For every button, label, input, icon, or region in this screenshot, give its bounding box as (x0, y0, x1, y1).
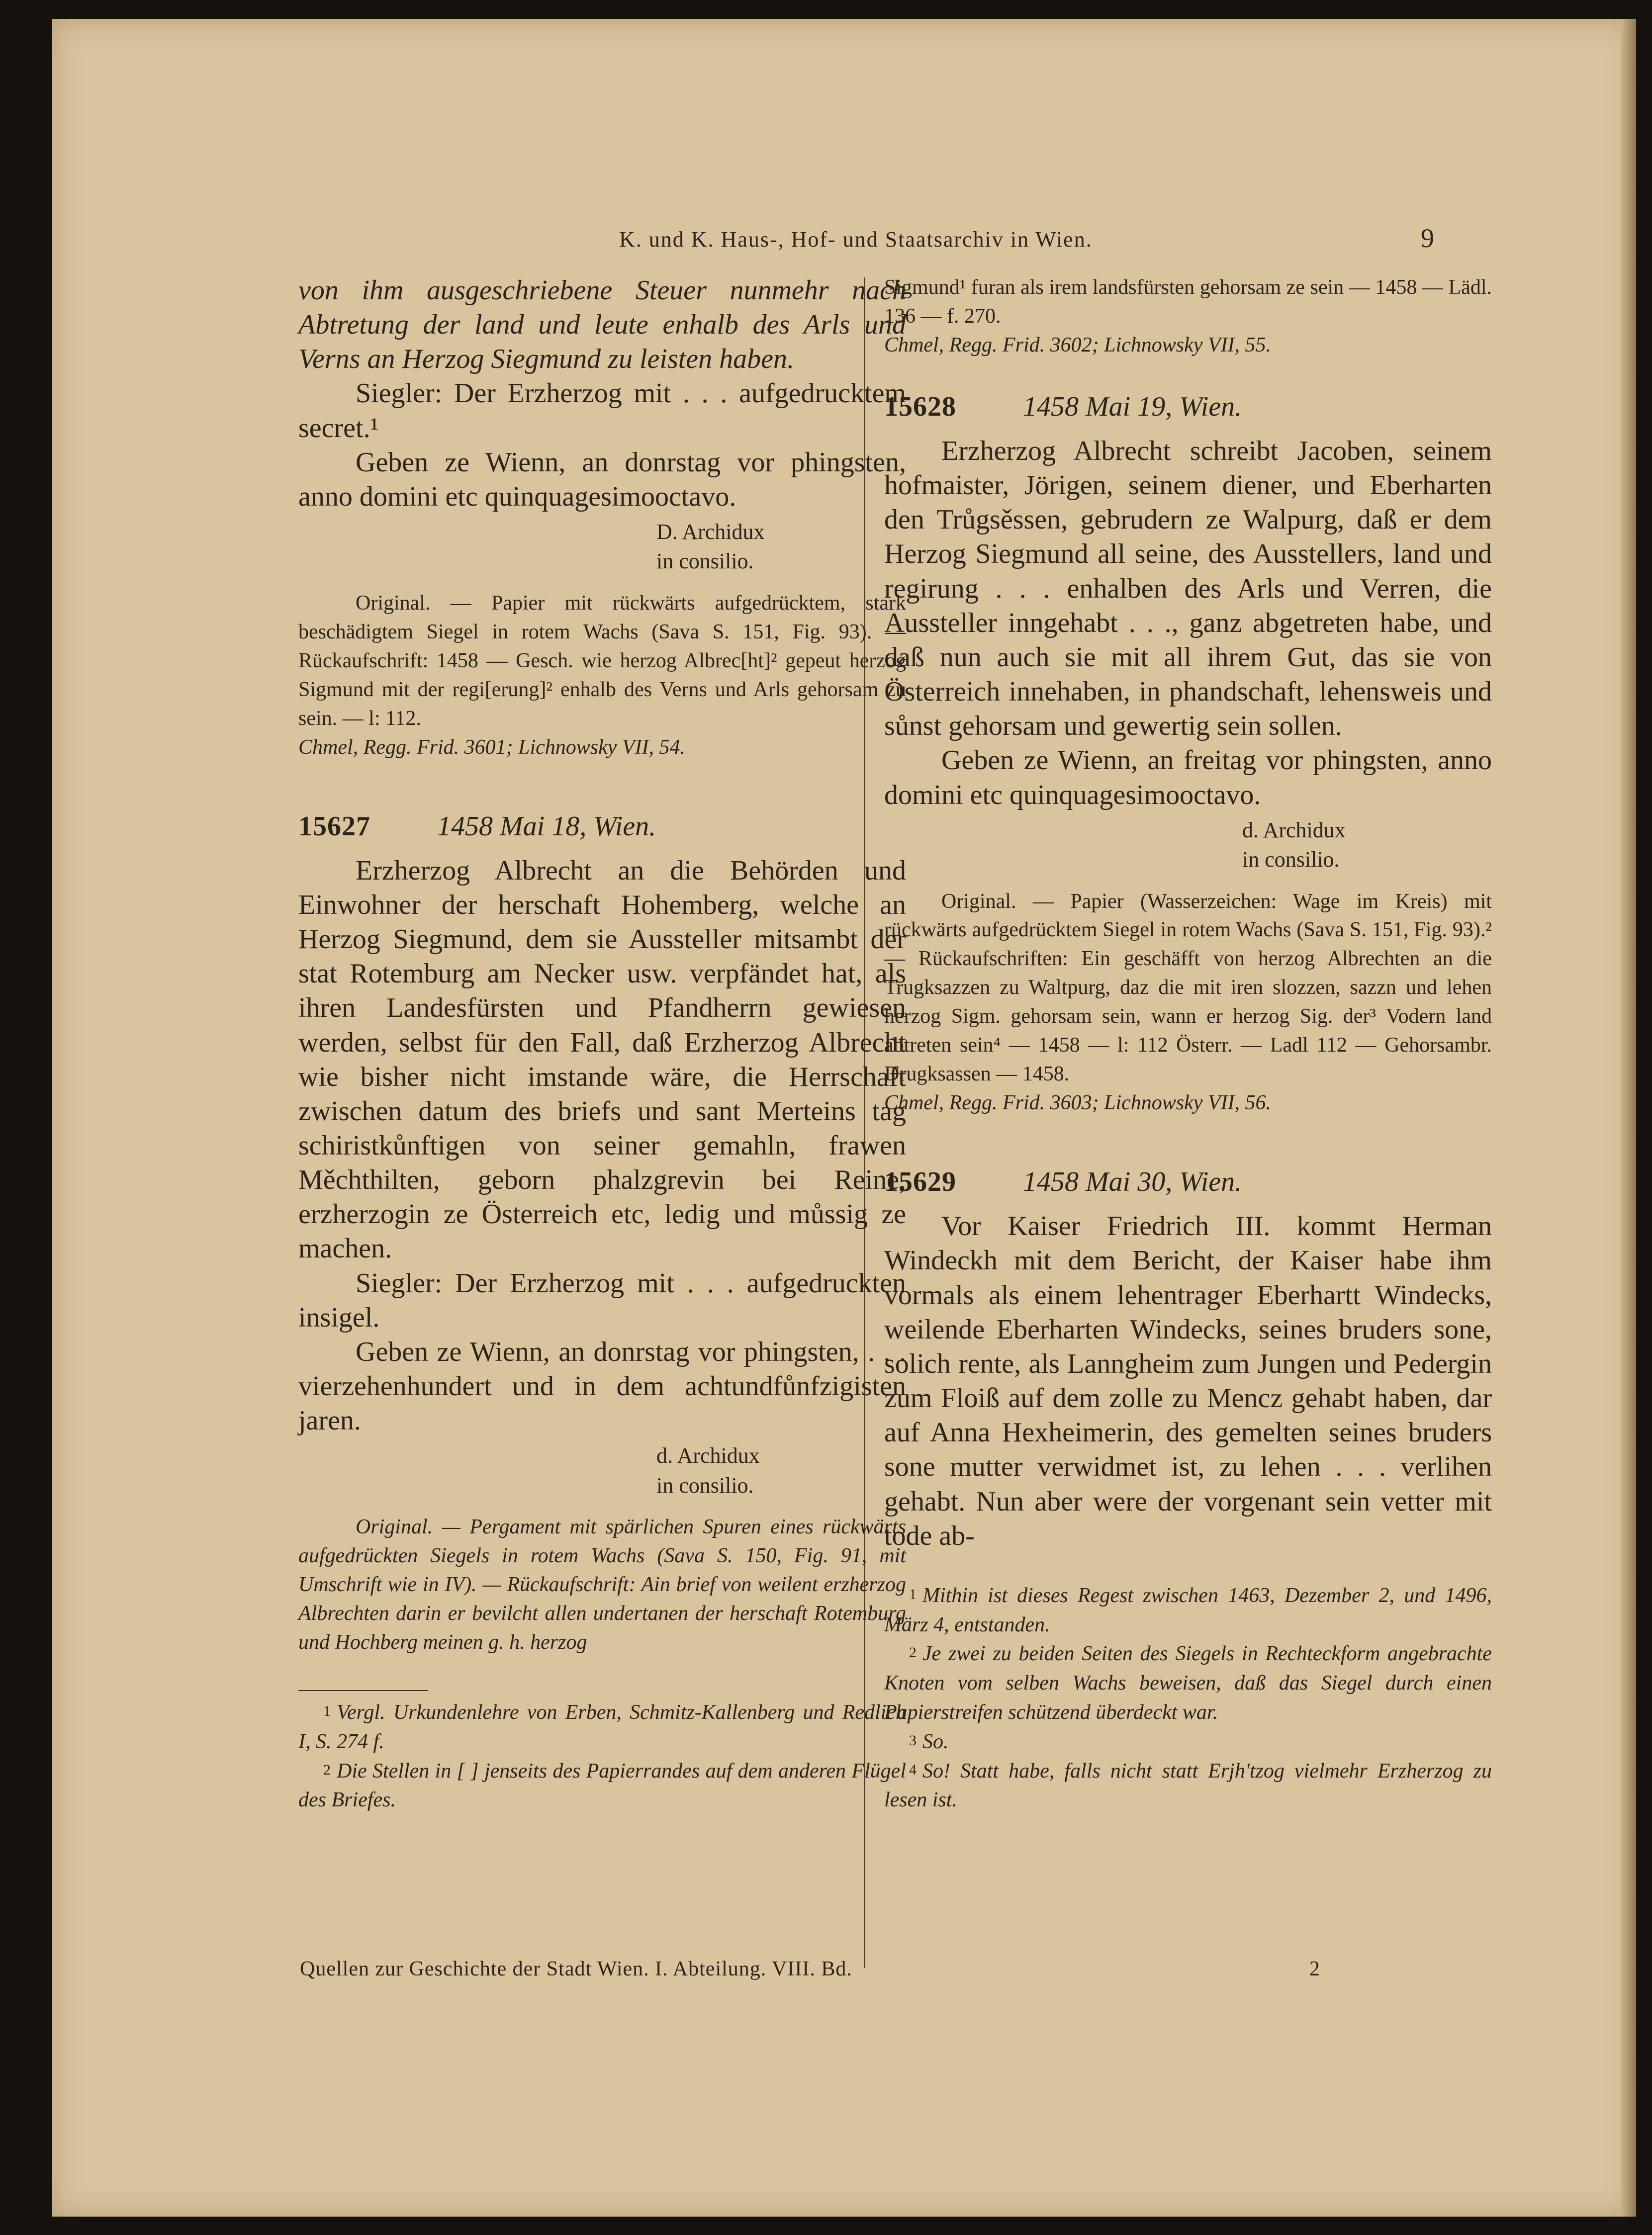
datum-text: Geben ze Wienn, an donrstag vor phingsten, . . . vierzehenhundert und in dem achtundfůnfzigisten jaren. (298, 1336, 906, 1436)
datum-text: Geben ze Wienn, an donrstag vor phingsten, anno domini etc quinquagesimooctavo. (298, 447, 906, 512)
footnote-number: 2 (323, 1761, 331, 1778)
original-note (298, 1513, 906, 1657)
regest-number: 15627 (298, 810, 370, 842)
left-column (298, 273, 906, 1815)
footnote-number: 4 (909, 1761, 917, 1778)
footnote (884, 1757, 1492, 1815)
footnote-number: 3 (909, 1732, 917, 1749)
regest-text: Vor Kaiser Friedrich III. kommt Herman Windeckh mit dem Bericht, der Kaiser habe ihm vormals als einem lehentrager Eberhartt Windecks, weilende Eberharten Windecks, seines bruders sone, solich rente, als Lanngheim zum Jungen und Pedergin zum Floiß auf dem zolle zu Mencz gehabt haben, dar auf Anna Hexheimerin, des gemelten seines bruders sone mutter verwidmet ist, zu lehen . . . verlihen gehabt. Nun aber were der vorgenant sein vetter mit tode ab- (884, 1211, 1492, 1551)
original-note (884, 888, 1492, 1118)
regest-heading-15629 (884, 1165, 1492, 1199)
regest-date: 1458 Mai 19, Wien. (1023, 391, 1242, 422)
continuation-note (884, 273, 1492, 360)
original-description: Original. — Pergament mit spärlichen Spuren eines rückwärts aufgedrückten Siegels in rotem Wachs (Sava S. 150, Fig. 91, mit Umschrift wie in IV). — Rückaufschrift: Ain brief von weilent erzherzog Albrechten darin er bevilcht allen undertanen der herschaft Rotemburg und Hochberg meinen g. h. herzog (298, 1516, 906, 1654)
siegler-text: Siegler: Der Erzherzog mit . . . aufgedrucktem secret.¹ (298, 378, 906, 444)
footnote-text: So. (922, 1730, 949, 1753)
footnote (298, 1757, 906, 1815)
datum-text: Geben ze Wienn, an freitag vor phingsten, anno domini etc quinquagesimooctavo. (884, 745, 1492, 810)
chmel-reference: Chmel, Regg. Frid. 3603; Lichnowsky VII, 56. (884, 1091, 1272, 1115)
chmel-reference: Chmel, Regg. Frid. 3602; Lichnowsky VII, 55. (884, 333, 1272, 357)
footnote-text: Vergl. Urkundenlehre von Erben, Schmitz-Kallenberg und Redlich I, S. 274 f. (298, 1700, 906, 1753)
footnote-number: 1 (909, 1586, 917, 1603)
footnote-text: So! Statt habe, falls nicht statt Erjh'tzog vielmehr Erzherzog zu lesen ist. (884, 1759, 1492, 1812)
original-description: Original. — Papier mit rückwärts aufgedrücktem, stark beschädigtem Siegel in rotem Wachs (Sava S. 151, Fig. 93). — Rückaufschrift: 1458 — Gesch. wie herzog Albrec[ht]² gepeut herzog Sigmund mit der regi[erung]² enhalb des Verns und Arls gehorsam zu sein. — l: 112. (298, 591, 906, 730)
regest-number: 15629 (884, 1166, 956, 1198)
page-edge (1621, 19, 1636, 2217)
original-description: Original. — Papier (Wasserzeichen: Wage im Kreis) mit rückwärts aufgedrücktem Siegel in rotem Wachs (Sava S. 151, Fig. 93).² — Rückaufschriften: Ein geschäfft von herzog Albrechten an die Trugksazzen zu Waltpurg, daz die mit iren slozzen, sazzn und lehen herzog Sigm. gehorsam sein, wann er herzog Sig. der³ Vodern land abtreten sein⁴ — 1458 — l: 112 Österr. — Ladl 112 — Gehorsambr. Drugksassen — 1458. (884, 890, 1492, 1086)
page-footer: Quellen zur Geschichte der Stadt Wien. I. Abteilung. VIII. Bd. (300, 1958, 852, 1980)
regest-date: 1458 Mai 30, Wien. (1023, 1166, 1242, 1198)
footnote (298, 1698, 906, 1757)
footnote-rule (298, 1690, 428, 1691)
signature-block (656, 1441, 906, 1500)
page-number: 9 (1421, 223, 1434, 253)
footnotes (298, 1698, 906, 1815)
signature-mark: 2 (1309, 1958, 1320, 1980)
footnote-text: Mithin ist dieses Regest zwischen 1463, Dezember 2, und 1496, März 4, entstanden. (884, 1584, 1492, 1636)
footnote (884, 1639, 1492, 1727)
signature-line-1: D. Archidux (656, 520, 765, 544)
intro-text: von ihm ausgeschriebene Steuer nunmehr nach Abtretung der land und leute enhalb des Arls und Verns an Herzog Siegmund zu leisten haben. (298, 275, 906, 375)
signature-block (656, 517, 906, 576)
footnote-text: Die Stellen in [ ] jenseits des Papierrandes auf dem anderen Flügel des Briefes. (298, 1759, 906, 1812)
regest-number: 15628 (884, 391, 956, 422)
continuation-text: Sigmund¹ furan als irem landsfürsten gehorsam ze sein — 1458 — Lädl. 136 — f. 270. (884, 276, 1492, 328)
right-column (884, 273, 1492, 1815)
document-page (52, 19, 1636, 2217)
footnote (884, 1727, 1492, 1757)
footnote (884, 1581, 1492, 1640)
chmel-reference: Chmel, Regg. Frid. 3601; Lichnowsky VII, 54. (298, 735, 686, 759)
original-note (298, 589, 906, 762)
siegler-text: Siegler: Der Erzherzog mit . . . aufgedruckten insigel. (298, 1267, 906, 1333)
running-header: K. und K. Haus-, Hof- und Staatsarchiv in Wien. (619, 227, 1093, 252)
signature-line-1: d. Archidux (656, 1443, 760, 1468)
regest-heading-15627 (298, 809, 906, 844)
footnote-number: 1 (323, 1702, 331, 1719)
signature-line-2: in consilio. (1242, 847, 1340, 872)
signature-line-2: in consilio. (656, 1473, 754, 1498)
regest-text: Erzherzog Albrecht schreibt Jacoben, seinem hofmaister, Jörigen, seinem diener, und Eberharten den Trůgsěssen, gebrudern ze Walpurg, daß er dem Herzog Siegmund all seine, des Ausstellers, land und regirung . . . enhalben des Arls und Verren, die Aussteller inngehabt . . ., ganz abgetreten habe, und daß nun auch sie mit all ihrem Gut, das sie von Österreich innehaben, in phandschaft, lehensweis und sůnst gehorsam und gewertig sein sollen. (884, 436, 1492, 742)
signature-line-1: d. Archidux (1242, 817, 1346, 842)
footnote-number: 2 (909, 1644, 917, 1661)
footnote-text: Je zwei zu beiden Seiten des Siegels in Rechteckform angebrachte Knoten vom selben Wachs beweisen, daß das Siegel durch einen Papierstreifen schützend überdeckt war. (884, 1642, 1492, 1724)
regest-text: Erzherzog Albrecht an die Behörden und Einwohner der herschaft Hohemberg, welche an Herzog Siegmund, dem sie Aussteller mitsambt der stat Rotemburg am Necker usw. verpfändet hat, als ihren Landesfürsten und Pfandherrn gewiesen werden, selbst für den Fall, daß Erzherzog Albrecht wie bisher nicht imstande wäre, die Herrschaft zwischen datum des briefs und sant Merteins tag schiristkůnftigen von seiner gemahln, frawen Měchthilten, geborn phalzgrevin bei Reine, erzherzogin ze Österreich etc, ledig und můssig ze machen. (298, 855, 906, 1264)
footnotes (884, 1581, 1492, 1815)
signature-line-2: in consilio. (656, 549, 754, 574)
signature-block (1242, 815, 1492, 875)
regest-date: 1458 Mai 18, Wien. (437, 810, 656, 842)
regest-heading-15628 (884, 390, 1492, 424)
